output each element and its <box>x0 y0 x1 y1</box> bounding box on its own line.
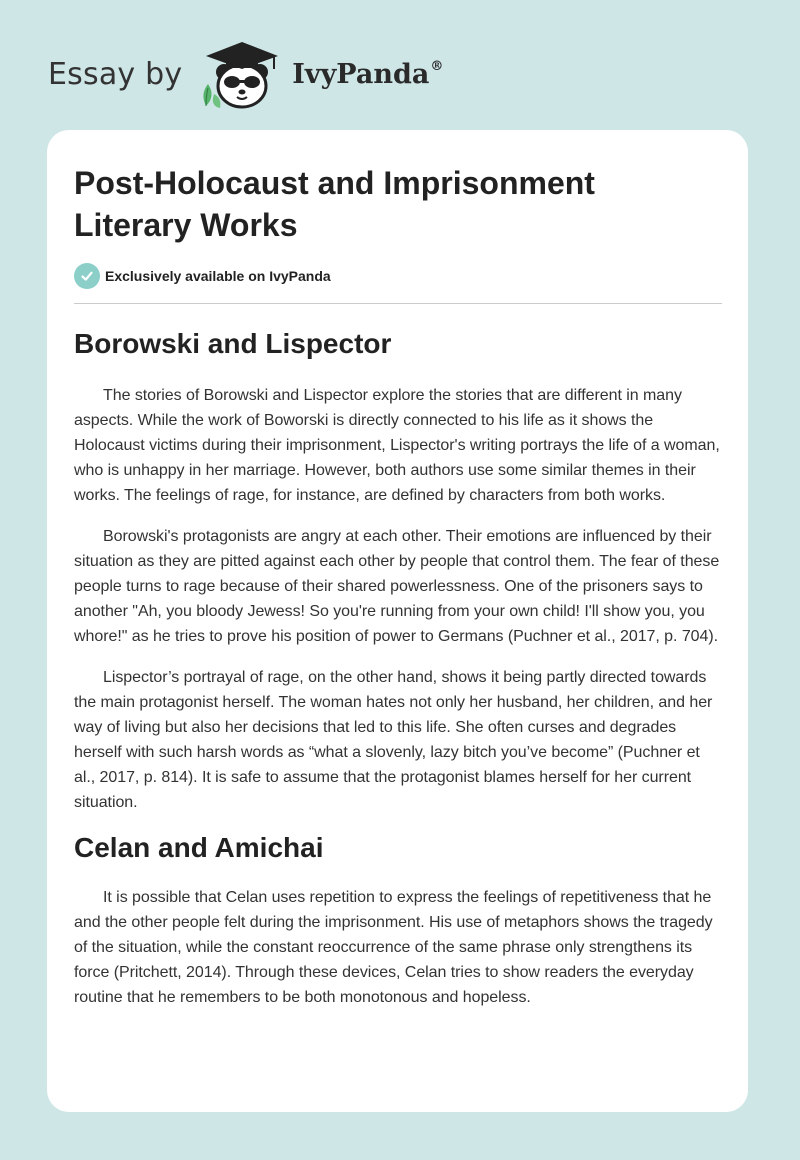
essay-title: Post-Holocaust and Imprisonment Literary Works <box>74 165 595 243</box>
paragraph: It is possible that Celan uses repetition to express the feelings of repetitiveness that he and the other people felt during the imprisonment. His use of metaphors shows the tragedy of the situation, while the constant reoccurrence of the same phrase only strengthens its force (Pritchett, 2014). Through these devices, Celan tries to show readers the everyday routine that he remembers to be both monotonous and hopeless. <box>74 889 713 1006</box>
essay-card <box>47 130 748 1112</box>
brand-name: IvyPanda <box>292 58 430 90</box>
ivypanda-brand[interactable] <box>292 59 443 90</box>
title-divider <box>74 303 722 304</box>
registered-mark: ® <box>430 58 444 74</box>
essay-by-label: Essay by <box>48 56 183 92</box>
paragraph: Lispector’s portrayal of rage, on the other hand, shows it being partly directed towards the main protagonist herself. The woman hates not only her husband, her children, and her way of living but also her decisions that led to this life. She often curses and degrades herself with such harsh words as “what a slovenly, lazy bitch you’ve become” (Puchner et al., 2017, p. 814). It is safe to assume that the protagonist blames herself for her current situation. <box>74 669 713 811</box>
essay-content <box>74 320 724 1026</box>
exclusive-badge <box>74 263 331 289</box>
panda-logo-icon[interactable] <box>196 36 288 112</box>
exclusive-badge-text: Exclusively available on IvyPanda <box>105 268 331 284</box>
section-heading: Celan and Amichai <box>74 832 324 863</box>
section-heading: Borowski and Lispector <box>74 328 392 359</box>
paragraph: Borowski's protagonists are angry at each other. Their emotions are influenced by their situation as they are pitted against each other by people that control them. The fear of these people turns to rage because of their shared powerlessness. One of the prisoners says to another "Ah, you bloody Jewess! So you're running from your own child! I'll show you, you whore!" as he tries to prove his position of power to Germans (Puchner et al., 2017, p. 704). <box>74 528 720 645</box>
site-header <box>48 36 443 112</box>
check-icon <box>74 263 100 289</box>
paragraph: The stories of Borowski and Lispector explore the stories that are different in many aspects. While the work of Boworski is directly connected to his life as it shows the Holocaust victims during their imprisonment, Lispector's writing portrays the life of a woman, who is unhappy in her marriage. However, both authors use some similar themes in their works. The feelings of rage, for instance, are defined by characters from both works. <box>74 387 720 504</box>
